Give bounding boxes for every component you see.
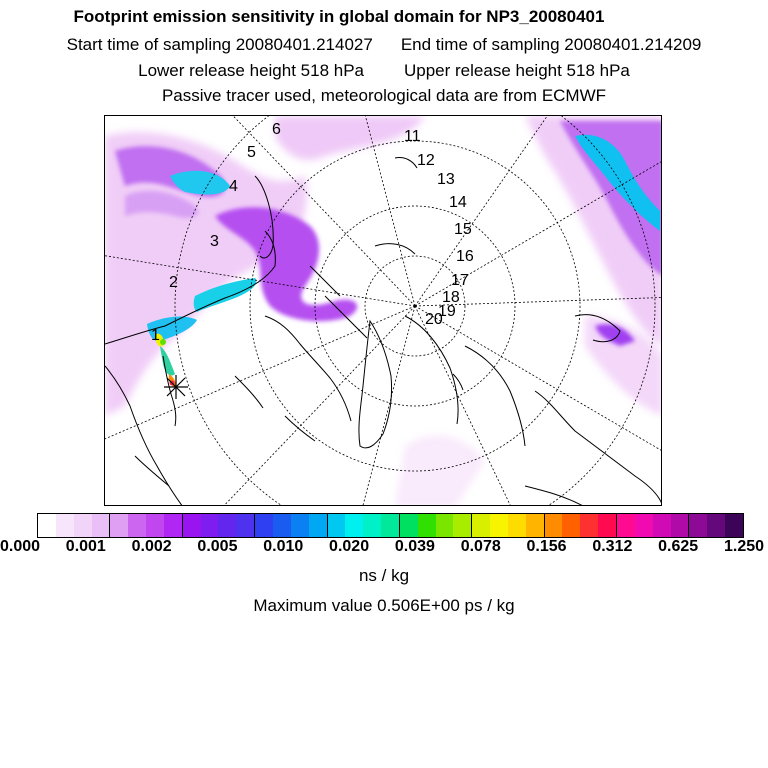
release-heights	[0, 61, 768, 81]
star-marker	[164, 375, 188, 399]
colorbar-tick-label: 0.002	[131, 538, 172, 555]
sensitivity-plume	[105, 116, 662, 506]
day-label-18: 18	[442, 289, 460, 306]
colorbar-cell	[291, 514, 309, 537]
day-label-16: 16	[456, 248, 474, 265]
colorbar-cell	[381, 514, 399, 537]
colorbar-cell	[92, 514, 110, 537]
colorbar-cell	[56, 514, 74, 537]
colorbar-tick-label: 0.000	[0, 538, 41, 555]
colorbar-cell	[580, 514, 598, 537]
colorbar-units: ns / kg	[358, 566, 410, 585]
colorbar-cell	[616, 514, 635, 537]
colorbar-cell	[327, 514, 346, 537]
colorbar-cell	[254, 514, 273, 537]
map-panel	[104, 115, 662, 506]
colorbar-tick-label: 0.078	[460, 538, 501, 555]
colorbar	[37, 513, 744, 538]
day-label-4: 4	[229, 178, 238, 195]
colorbar-tick-label: 1.250	[723, 538, 765, 555]
colorbar-tick-label: 0.625	[658, 538, 699, 555]
start-time: Start time of sampling 20080401.214027	[66, 35, 373, 54]
colorbar-ticks	[0, 538, 768, 562]
colorbar-cell	[707, 514, 725, 537]
sampling-times	[0, 35, 768, 55]
colorbar-cell	[182, 514, 201, 537]
day-label-11: 11	[404, 128, 421, 145]
colorbar-cell	[688, 514, 707, 537]
polar-map	[105, 116, 662, 506]
day-label-17: 17	[451, 272, 469, 289]
colorbar-cell	[164, 514, 182, 537]
colorbar-cell	[236, 514, 254, 537]
day-label-5: 5	[247, 144, 256, 161]
colorbar-cell	[146, 514, 164, 537]
colorbar-cell	[671, 514, 689, 537]
colorbar-cell	[635, 514, 653, 537]
colorbar-cell	[218, 514, 236, 537]
colorbar-cell	[418, 514, 436, 537]
day-label-14: 14	[449, 194, 467, 211]
colorbar-cell	[526, 514, 544, 537]
colorbar-cell	[363, 514, 381, 537]
day-label-20: 20	[425, 311, 443, 328]
day-label-2: 2	[169, 274, 178, 291]
colorbar-cell	[128, 514, 146, 537]
plot-title: Footprint emission sensitivity in global domain for NP3_20080401	[73, 7, 605, 26]
lower-release-height: Lower release height 518 hPa	[138, 61, 364, 80]
colorbar-tick-label: 0.312	[592, 538, 633, 555]
day-label-13: 13	[437, 171, 455, 188]
day-label-6: 6	[272, 121, 281, 138]
colorbar-cell	[74, 514, 92, 537]
colorbar-cell	[436, 514, 454, 537]
colorbar-tick-label: 0.156	[526, 538, 567, 555]
day-label-1: 1	[151, 327, 160, 344]
colorbar-tick-label: 0.020	[329, 538, 370, 555]
day-label-19: 19	[438, 303, 456, 320]
colorbar-cell	[453, 514, 471, 537]
upper-release-height: Upper release height 518 hPa	[404, 61, 630, 80]
colorbar-cell	[653, 514, 671, 537]
colorbar-cell	[345, 514, 363, 537]
colorbar-cell	[490, 514, 508, 537]
colorbar-cell	[273, 514, 291, 537]
tracer-note: Passive tracer used, meteorological data are from ECMWF	[161, 86, 607, 105]
colorbar-cell	[399, 514, 418, 537]
maximum-value: Maximum value 0.506E+00 ps / kg	[253, 596, 515, 615]
colorbar-cell	[508, 514, 526, 537]
colorbar-cell	[109, 514, 128, 537]
colorbar-cell	[309, 514, 327, 537]
colorbar-cell	[725, 514, 743, 537]
colorbar-cell	[38, 514, 56, 537]
day-label-12: 12	[417, 152, 435, 169]
colorbar-tick-label: 0.005	[197, 538, 238, 555]
colorbar-cell	[471, 514, 490, 537]
colorbar-cell	[562, 514, 580, 537]
colorbar-tick-label: 0.010	[263, 538, 304, 555]
day-label-15: 15	[454, 221, 472, 238]
end-time: End time of sampling 20080401.214209	[400, 35, 702, 54]
colorbar-cell	[598, 514, 616, 537]
day-label-3: 3	[210, 233, 219, 250]
colorbar-tick-label: 0.001	[65, 538, 106, 555]
colorbar-cell	[544, 514, 563, 537]
colorbar-tick-label: 0.039	[394, 538, 435, 555]
colorbar-cell	[201, 514, 219, 537]
